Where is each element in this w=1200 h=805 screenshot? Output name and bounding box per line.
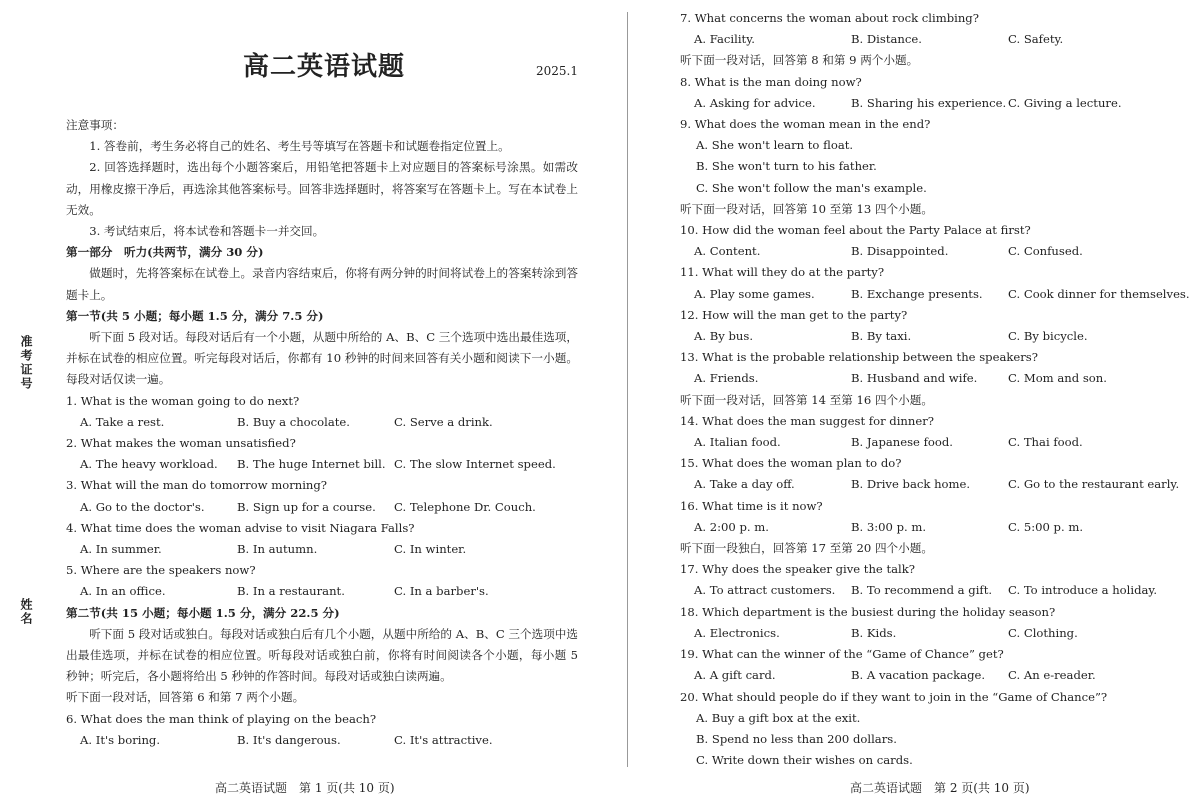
option-b: B. Drive back home. <box>851 477 971 492</box>
part1-heading: 第一部分 听力(共两节，满分 30 分) <box>66 245 264 260</box>
option-c: C. Thai food. <box>1008 435 1083 450</box>
notice-item: 3. 考试结束后，将本试卷和答题卡一并交回。 <box>89 224 325 239</box>
question-text: 4. What time does the woman advise to visit Niagara Falls? <box>66 520 415 535</box>
option-a: A. Italian food. <box>694 435 781 450</box>
question-text: 8. What is the man doing now? <box>680 74 862 89</box>
question-options <box>66 539 578 560</box>
question-options <box>66 497 578 518</box>
notice-heading: 注意事项： <box>66 118 124 132</box>
question-options <box>680 241 1190 262</box>
page-footer: 高二英语试题 第 2 页(共 10 页) <box>850 781 1030 795</box>
option-c: C. By bicycle. <box>1008 329 1088 344</box>
option-b: B. Distance. <box>851 32 922 47</box>
column-divider <box>627 12 628 767</box>
option-a: A. Take a rest. <box>80 414 165 429</box>
option-b: B. In a restaurant. <box>237 584 345 599</box>
option-b: B. In autumn. <box>237 542 318 557</box>
section2-heading: 第二节(共 15 小题；每小题 1.5 分，满分 22.5 分) <box>66 605 340 620</box>
option-a: A. Go to the doctor's. <box>80 499 205 514</box>
question-text: 15. What does the woman plan to do? <box>680 456 902 471</box>
question-text: 1. What is the woman going to do next? <box>66 393 300 408</box>
question-text: 3. What will the man do tomorrow morning? <box>66 478 328 493</box>
option-c: C. In winter. <box>394 542 467 557</box>
option-b: B. Buy a chocolate. <box>237 414 350 429</box>
option-b: B. It's dangerous. <box>237 732 341 747</box>
question-text: 14. What does the man suggest for dinner? <box>680 413 934 428</box>
option-b: B. Exchange presents. <box>851 286 983 301</box>
option-c: C. Cook dinner for themselves. <box>1008 286 1190 301</box>
question-options <box>680 665 1190 686</box>
page-title: 高二英语试题 <box>243 52 406 82</box>
question-text: 6. What does the man think of playing on the beach? <box>66 711 377 726</box>
option-a: A. The heavy workload. <box>80 457 218 472</box>
option-a: A. To attract customers. <box>694 583 836 598</box>
option-a: A. Buy a gift box at the exit. <box>696 710 861 725</box>
option-a: A. A gift card. <box>694 668 776 683</box>
question-text: 12. How will the man get to the party? <box>680 307 908 322</box>
question-text: 7. What concerns the woman about rock climbing? <box>680 11 979 25</box>
option-c: C. Serve a drink. <box>394 414 493 429</box>
option-b: B. Husband and wife. <box>851 371 978 386</box>
option-c: C. She won't follow the man's example. <box>696 180 927 195</box>
listening-instruction: 听下面一段对话，回答第 14 至第 16 四个小题。 <box>680 392 933 407</box>
option-c: C. 5:00 p. m. <box>1008 519 1084 534</box>
exam-id-label: 准考证号 <box>19 335 33 391</box>
question-text: 13. What is the probable relationship between the speakers? <box>680 350 1038 365</box>
option-a: A. Facility. <box>694 32 755 47</box>
option-b: B. She won't turn to his father. <box>696 159 877 174</box>
option-a: A. In summer. <box>80 542 162 557</box>
notice-item: 2. 回答选择题时，选出每个小题答案后，用铅笔把答题卡上对应题目的答案标号涂黑。如需改动，用橡皮擦干净后，再选涂其他答案标号。回答非选择题时，将答案写在答题卡上。写在本试卷上无效。 <box>66 160 578 217</box>
option-b: B. Kids. <box>851 625 897 640</box>
question-options <box>680 368 1190 389</box>
part1-intro: 做题时，先将答案标在试卷上。录音内容结束后，你将有两分钟的时间将试卷上的答案转涂到答题卡上。 <box>66 266 578 302</box>
question-options <box>66 454 578 475</box>
question-text: 2. What makes the woman unsatisfied? <box>66 436 296 451</box>
listening-instruction: 听下面一段对话，回答第 8 和第 9 两个小题。 <box>680 53 919 68</box>
option-c: C. Go to the restaurant early. <box>1008 477 1180 492</box>
option-c: C. Write down their wishes on cards. <box>696 753 913 768</box>
question-text: 19. What can the winner of the “Game of Chance” get? <box>680 647 1004 662</box>
option-b: B. To recommend a gift. <box>851 583 993 598</box>
question-text: 16. What time is it now? <box>680 498 823 513</box>
name-label: 姓名 <box>19 598 33 626</box>
question-text: 17. Why does the speaker give the talk? <box>680 562 915 577</box>
option-c: C. To introduce a holiday. <box>1008 583 1158 598</box>
option-a: A. It's boring. <box>80 732 161 747</box>
question-text: 11. What will they do at the party? <box>680 265 885 280</box>
listening-instruction: 听下面一段独白，回答第 17 至第 20 四个小题。 <box>680 541 933 556</box>
option-b: B. 3:00 p. m. <box>851 519 927 534</box>
question-options <box>66 730 578 751</box>
section1-heading: 第一节(共 5 小题；每小题 1.5 分，满分 7.5 分) <box>66 308 324 323</box>
listening-instruction: 听下面一段对话，回答第 10 至第 13 四个小题。 <box>680 201 933 216</box>
question-options <box>680 284 1190 305</box>
notice-item: 1. 答卷前，考生务必将自己的姓名、考生号等填写在答题卡和试题卷指定位置上。 <box>89 139 510 154</box>
option-c: C. Telephone Dr. Couch. <box>394 499 536 514</box>
question-options <box>680 29 1190 50</box>
option-b: B. Disappointed. <box>851 244 949 259</box>
question-text: 10. How did the woman feel about the Party Palace at first? <box>680 223 1031 238</box>
option-c: C. Safety. <box>1008 32 1064 47</box>
option-c: C. It's attractive. <box>394 732 493 747</box>
question-options <box>66 581 578 602</box>
option-c: C. Mom and son. <box>1008 371 1107 386</box>
option-b: B. Sign up for a course. <box>237 499 376 514</box>
option-b: B. The huge Internet bill. <box>237 457 386 472</box>
page-2-column <box>680 8 1190 771</box>
option-b: B. Spend no less than 200 dollars. <box>696 731 897 746</box>
option-a: A. In an office. <box>80 584 166 599</box>
option-b: B. A vacation package. <box>851 668 986 683</box>
question-options <box>680 432 1190 453</box>
option-b: B. Japanese food. <box>851 435 953 450</box>
option-b: B. Sharing his experience. <box>851 95 1007 110</box>
question-options <box>680 474 1190 495</box>
section1-intro: 听下面 5 段对话。每段对话后有一个小题，从题中所给的 A、B、C 三个选项中选出最佳选项，并标在试卷的相应位置。听完每段对话后，你都有 10 秒钟的时间来回答有关小题和阅读下一小题。每段对话仅读一遍。 <box>66 330 578 387</box>
section2-intro: 听下面 5 段对话或独白。每段对话或独白后有几个小题，从题中所给的 A、B、C 三个选项中选出最佳选项，并标在试卷的相应位置。听每段对话或独白前，你将有时间阅读各个小题，每小题 5 秒钟；听完后，各小题将给出 5 秒钟的作答时间。每段对话或独白读两遍。 <box>66 626 578 684</box>
question-text: 20. What should people do if they want to join in the “Game of Chance”? <box>680 689 1108 704</box>
option-a: A. Friends. <box>694 371 759 386</box>
option-c: C. Clothing. <box>1008 625 1078 640</box>
question-options <box>680 580 1190 601</box>
option-c: C. Giving a lecture. <box>1008 95 1122 110</box>
question-options <box>680 93 1190 114</box>
option-c: C. Confused. <box>1008 244 1083 259</box>
option-a: A. Take a day off. <box>694 477 795 492</box>
option-a: A. 2:00 p. m. <box>694 519 769 534</box>
option-c: C. The slow Internet speed. <box>394 457 556 472</box>
question-text: 18. Which department is the busiest during the holiday season? <box>680 604 1056 619</box>
option-b: B. By taxi. <box>851 329 912 344</box>
exam-date: 2025.1 <box>536 64 578 78</box>
option-a: A. Play some games. <box>694 286 815 301</box>
page-1-column <box>66 115 578 751</box>
option-a: A. Content. <box>694 244 761 259</box>
question-text: 5. Where are the speakers now? <box>66 563 256 578</box>
option-c: C. In a barber's. <box>394 584 489 599</box>
option-a: A. By bus. <box>694 329 754 344</box>
question-options <box>680 623 1190 644</box>
question-options <box>66 412 578 433</box>
question-options <box>680 326 1190 347</box>
option-a: A. Asking for advice. <box>694 95 816 110</box>
question-text: 9. What does the woman mean in the end? <box>680 117 931 132</box>
question-options <box>680 517 1190 538</box>
option-a: A. Electronics. <box>694 625 780 640</box>
page-footer: 高二英语试题 第 1 页(共 10 页) <box>215 781 395 795</box>
listening-instruction: 听下面一段对话，回答第 6 和第 7 两个小题。 <box>66 690 305 705</box>
option-c: C. An e-reader. <box>1008 668 1096 683</box>
option-a: A. She won't learn to float. <box>696 138 854 153</box>
